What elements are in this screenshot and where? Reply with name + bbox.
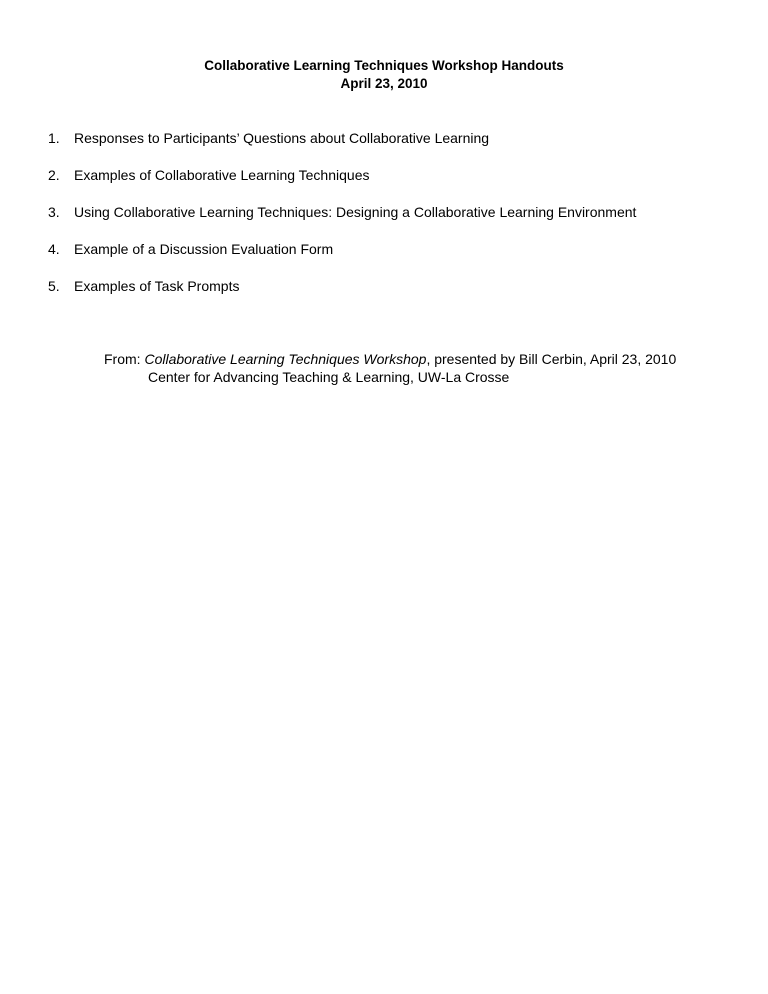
list-item-text: Examples of Task Prompts (74, 278, 240, 294)
list-item (48, 240, 636, 277)
source-citation (104, 350, 676, 386)
list-item-number: 1. (48, 130, 60, 146)
list-item-number: 2. (48, 167, 60, 183)
list-item-number: 5. (48, 278, 60, 294)
list-item (48, 166, 636, 203)
source-line-2: Center for Advancing Teaching & Learning, UW-La Crosse (148, 369, 510, 385)
list-item (48, 277, 636, 314)
list-item-text: Example of a Discussion Evaluation Form (74, 241, 334, 257)
source-suffix: , presented by Bill Cerbin, April 23, 2010 (426, 351, 677, 367)
handout-list (48, 129, 636, 314)
source-work-title: Collaborative Learning Techniques Workshop (144, 351, 427, 367)
list-item-text: Using Collaborative Learning Techniques: Designing a Collaborative Learning Environment (74, 204, 637, 220)
list-item-text: Responses to Participants’ Questions about Collaborative Learning (74, 130, 490, 146)
source-prefix: From: (104, 351, 145, 367)
list-item-number: 4. (48, 241, 60, 257)
list-item (48, 203, 636, 240)
list-item-text: Examples of Collaborative Learning Techniques (74, 167, 370, 183)
document-date: April 23, 2010 (340, 76, 428, 91)
list-item (48, 129, 636, 166)
document-title: Collaborative Learning Techniques Workshop Handouts (204, 58, 564, 73)
document-header (0, 57, 768, 93)
list-item-number: 3. (48, 204, 60, 220)
source-line-1 (104, 350, 676, 368)
